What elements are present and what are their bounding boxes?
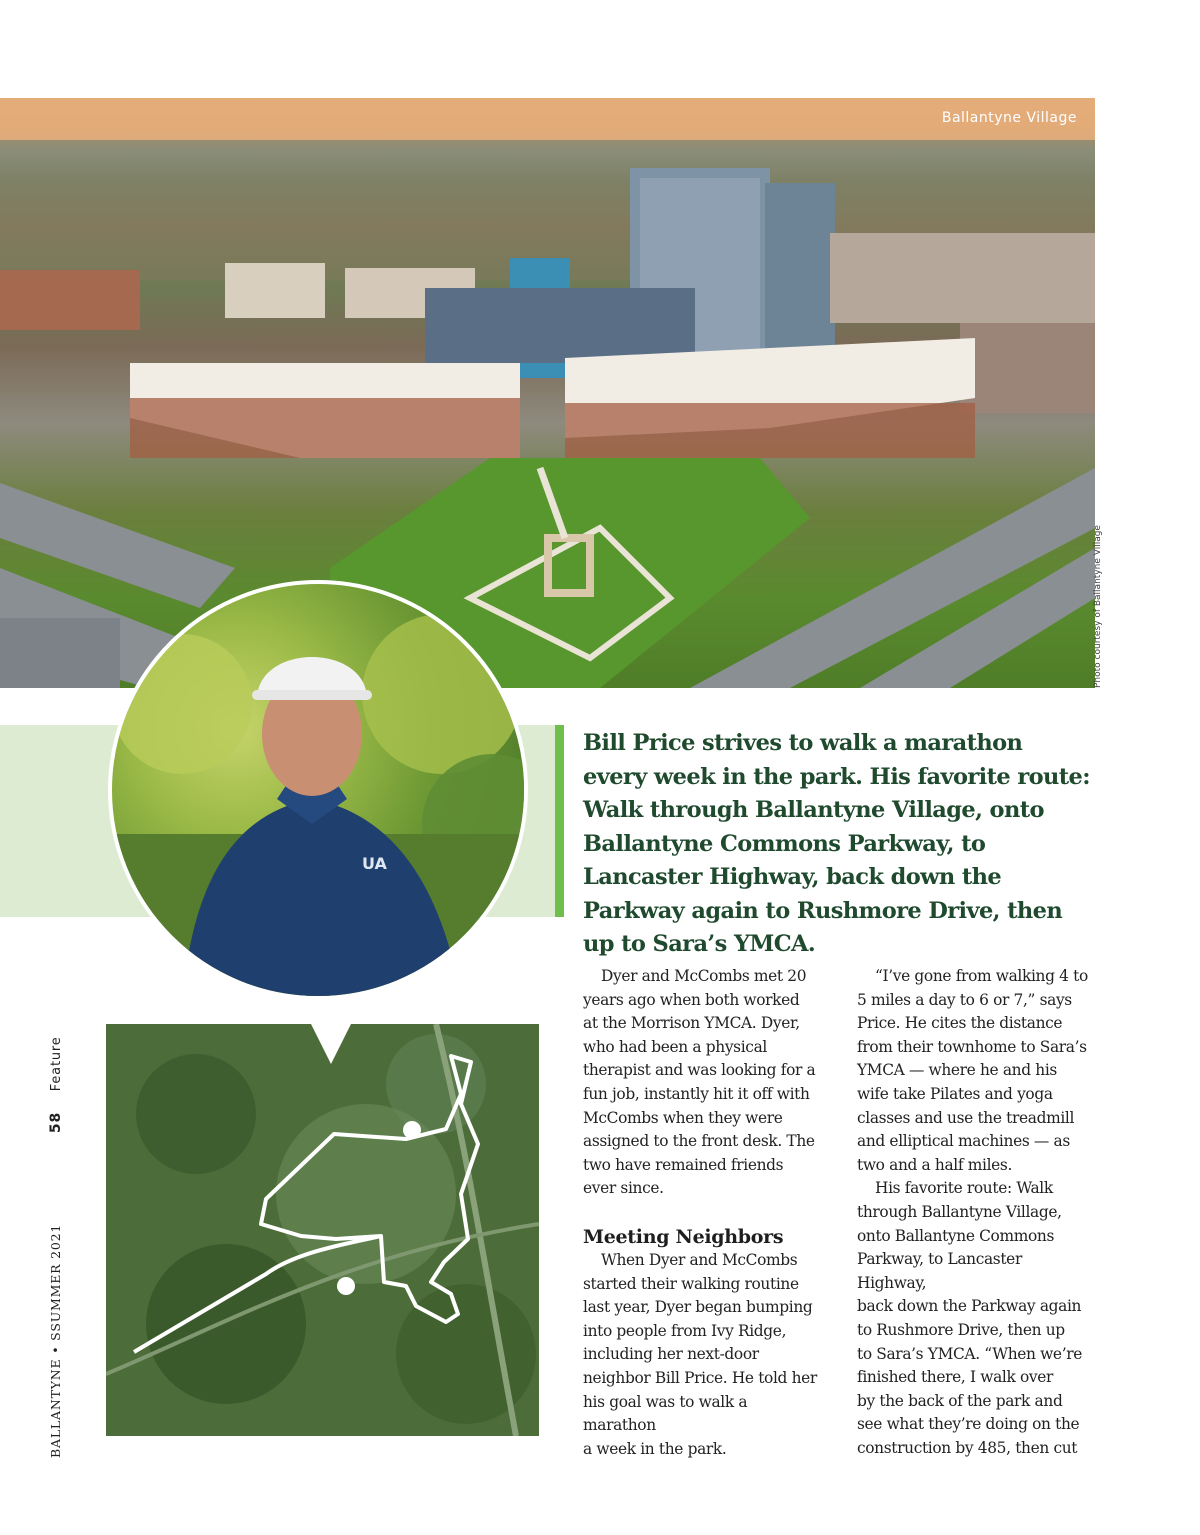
aerial-scene	[0, 98, 1095, 688]
portrait-photo	[108, 580, 528, 1000]
paragraph: Dyer and McCombs met 20 years ago when both worked at the Morrison YMCA. Dyer, who had been a physical therapist and was looking for a fun job, instantly hit it off with McCombs when they were assigned to the front desk. The two have remained friends ever since.	[583, 967, 816, 1198]
section-label: Feature	[49, 1036, 64, 1092]
photo-credit: Photo courtesy of Ballantyne Village	[1093, 525, 1103, 688]
route-map	[106, 1024, 539, 1436]
folio-issue: SSUMMER 2021	[48, 1223, 63, 1341]
article-column-1	[583, 965, 818, 1461]
paragraph: When Dyer and McCombs started their walking routine last year, Dyer began bumping into people from Ivy Ridge, including her next-door neighbor Bill Price. He told her his goal was to walk a marathon a week in the park.	[583, 1250, 817, 1458]
folio-separator: •	[48, 1345, 63, 1354]
page-number: 58	[48, 1111, 64, 1134]
article-column-2	[857, 965, 1092, 1460]
folio-publication: BALLANTYNE	[48, 1358, 63, 1458]
portrait-scene	[112, 584, 528, 1000]
hero-photo	[0, 98, 1095, 688]
pull-quote: Bill Price strives to walk a marathon every week in the park. His favorite route: Walk through Ballantyne Village, onto Ballantyne Commons Parkway, to Lancaster Highway, back down the Parkway again to Rushmore Drive, then up to Sara’s YMCA.	[583, 730, 1090, 957]
quote-accent-bar	[555, 725, 564, 917]
svg-text:UA: UA	[362, 854, 387, 873]
subheading: Meeting Neighbors	[583, 1225, 784, 1248]
photo-caption: Ballantyne Village	[941, 110, 1077, 126]
page-folio	[48, 1036, 64, 1458]
paragraph: “I’ve gone from walking 4 to 5 miles a day to 6 or 7,” says Price. He cites the distance from their townhome to Sara’s YMCA — where he and his wife take Pilates and yoga classes and use the treadmill and elliptical machines — as two and a half miles.	[857, 967, 1088, 1174]
paragraph: His favorite route: Walk through Ballantyne Village, onto Ballantyne Commons Parkway, to Lancaster Highway, back down the Parkway again to Rushmore Drive, then up to Sara’s YMCA. “When we’re finished there, I walk over by the back of the park and see what they’re doing on the construction by 485, then cut	[857, 1179, 1083, 1457]
route-map-graphic	[106, 1024, 539, 1436]
